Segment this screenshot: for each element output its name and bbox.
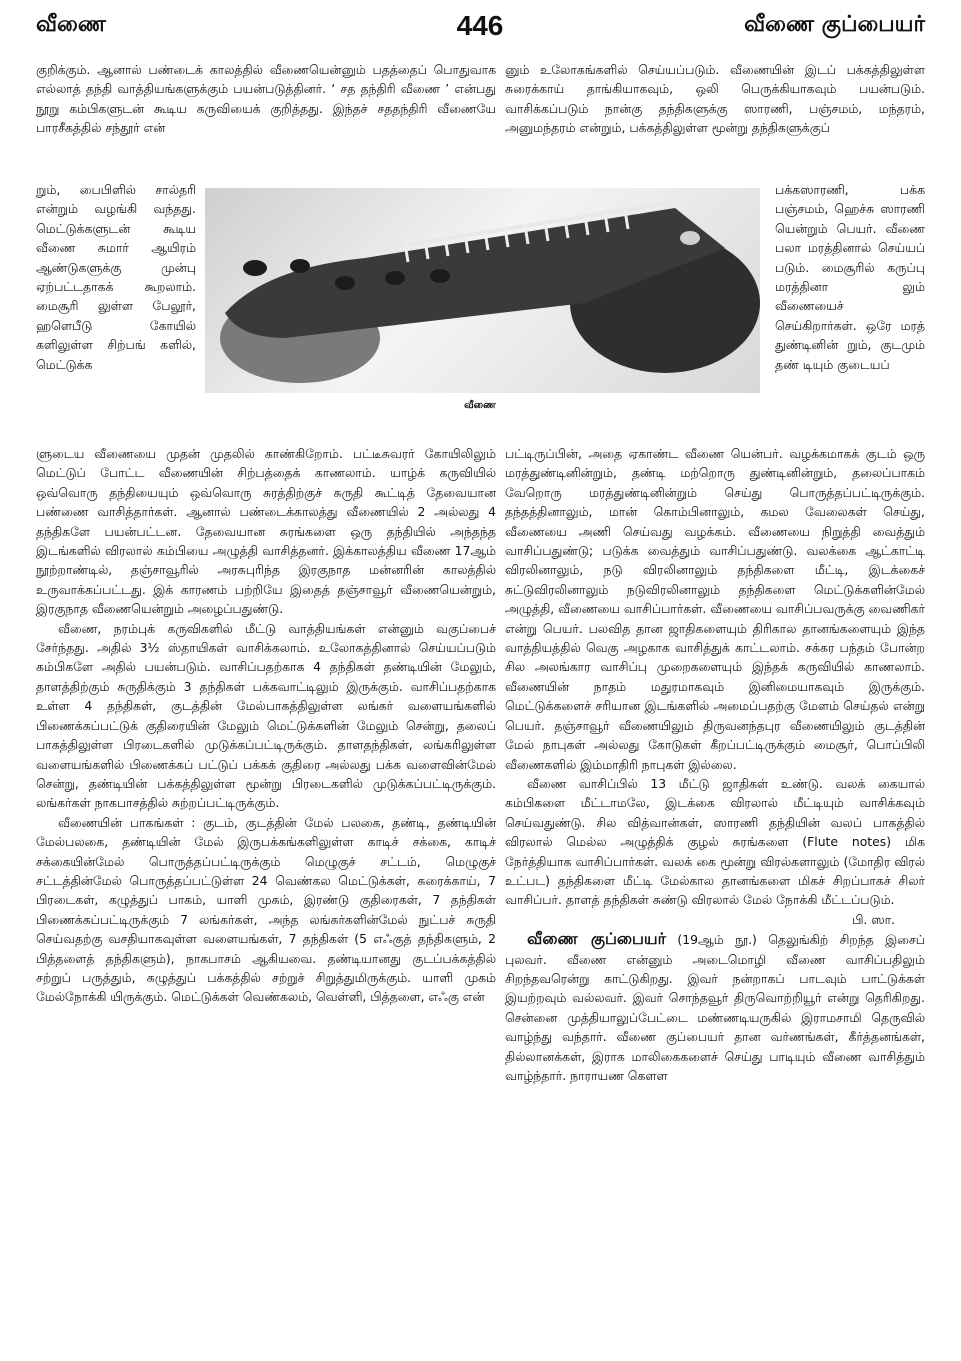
right-paragraph: வீணை வாசிப்பில் 13 மீட்டு ஜாதிகள் உண்டு. வலக் கையால் கம்பிகளை மீட்டாமலே, இடக்கை விரலால் மீட்டியும் வாசிக்கவும் செய்வதுண்டு. சில வித்வான்கள், ஸாரணி தந்தியின் வலப் பாகத்தில் விரலால் மெல்ல அழுத்திக் குழல் சுரங்களை (Flute notes) மிக நேர்த்தியாக வாசிப்பார்கள். வலக் கை மூன்று விரல்களாலும் (மோதிர விரல் உட்பட) தந்திகளை மீட்டி மேல்கால தானங்களை மிகச் சிறப்பாகச் சிலர் வாசிப்பர். தாளத் தந்திகள் சுண்டு விரலால் மேல் நோக்கி மீட்டப்படும். xyxy=(505,775,925,908)
left-column-top xyxy=(36,60,496,180)
right-paragraph-wrap: பக்கஸாரணி, பக்க பஞ்சமம், ஹெச்சு ஸாரணி யென்றும் பெயர். வீணை பலா மரத்தினால் செய்யப் படும். மைசூரில் கருப்பு மரத்தினா லும் வீணையைச் செய்கிறார்கள். ஒரே மரத் துண்டினின் றும், குடமும் தண் டியும் குடையப் xyxy=(775,182,925,372)
page-header xyxy=(0,10,961,50)
page-number: 446 xyxy=(456,10,504,41)
running-head-left: வீணை xyxy=(36,12,106,37)
left-paragraph-top: குறிக்கும். ஆனால் பண்டைக் காலத்தில் வீணையென்னும் பதத்தைப் பொதுவாக எல்லாத் தந்தி வாத்தியங்களுக்கும் பயன்படுத்தினர். ‘ சத தந்திரி வீணை ’ என்பது நூறு கம்பிகளுடன் கூடிய கருவியைக் குறித்தது. இந்தச் சததந்திரி வீணையே பாரசீகத்தில் சந்தூர் என் xyxy=(36,62,496,136)
left-column-body xyxy=(36,444,496,1344)
entry-paragraph xyxy=(505,929,925,1085)
left-paragraph: ளுடைய வீணையை முதன் முதலில் காண்கிறோம். பட்டீசுவரர் கோயிலிலும் மெட்டுப் போட்ட வீணையின் சிற்பத்தைக் காணலாம். யாழ்க் கருவியில் ஒவ்வொரு தந்தியையும் ஒவ்வொரு சுரத்திற்குச் சுருதி கூட்டித் தேவையான பண்ணை வாசித்தார்கள். ஆனால் பண்டைக்காலத்து வீணையில் 2 அல்லது 4 தந்திகளே பயன்பட்டன. தேவையான சுரங்களை ஒரு தந்தியில் அந்தந்த இடங்களில் விரலால் கம்பியை அழுத்தி வாசித்தனர். இக்காலத்திய வீணை 17ஆம் நூற்றாண்டில், தஞ்சாவூரில் அரசுபுரிந்த இரகுநாத மன்னரின் காலத்தில் உருவாக்கப்பட்டது. இக் காரணம் பற்றியே இதைத் தஞ்சாவூர் வீணையென்றும், இரகுநாத வீணையென்றும் அழைப்பதுண்டு. xyxy=(36,446,496,617)
running-head-right: வீணை குப்பையர் xyxy=(744,12,925,37)
left-paragraph: வீணையின் பாகங்கள் : குடம், குடத்தின் மேல் பலகை, தண்டி, தண்டியின் மேல்பலகை, தண்டியின் மேல் இருபக்கங்களிலுள்ள காடிச் சக்கை, காடிச் சக்கையின்மேல் பொருத்தப்பட்டிருக்கும் மெழுகுச் சட்டம், மெழுகுச் சட்டத்தின்மேல் பொருத்தப்பட்டுள்ள 24 வெண்கல மெட்டுக்கள், சுரைக்காய், 7 பிரடைகள், கழுத்துப் பாகம், யாளி முகம், இரண்டு குதிரைகள், 7 தந்திகள் பிணைக்கப்பட்டிருக்கும் 7 லங்கர்கள், அந்த லங்கர்களின்மேல் நுட்பச் சுருதி செய்வதற்கு வசதியாகவுள்ள வளையங்கள், 7 தந்திகள் (5 எஃகுத் தந்திகளும், 2 பித்தளைத் தந்திகளும்), நாகபாசம் ஆகியவை. தண்டியானது குடப்பக்கத்தில் சற்றுப் பருத்தும், கழுத்துப் பக்கத்தில் சற்றுச் சிறுத்துமிருக்கும். யாளி முகம் மேல்நோக்கி யிருக்கும். மெட்டுக்கள் வெண்கலம், வெள்ளி, பித்தளை, எஃகு என் xyxy=(36,814,496,1005)
left-paragraph: வீணை, நரம்புக் கருவிகளில் மீட்டு வாத்தியங்கள் என்னும் வகுப்பைச் சேர்ந்தது. அதில் 3½ ஸ்தாயிகள் வாசிக்கலாம். உலோகத்தினால் செய்யப்படும் கம்பிகளே அதில் பயன்படும். வாசிப்பதற்காக 4 தந்திகள் தண்டியின் மேலும், தாளத்திற்கும் சுருதிக்கும் 3 தந்திகள் பக்கவாட்டிலும் இருக்கும். வாசிப்பதற்காக உள்ள 4 தந்திகள், குடத்தின் மேல்பாகத்திலுள்ள லங்கர் வளையங்களில் பிணைக்கப்பட்டுக் குதிரையின் மேலும் மெட்டுக்களின் மேலும் சென்று, தலைப் பாகத்திலுள்ள பிரடைகளில் முடுக்கப்பட்டிருக்கும். தாளதந்திகள், லங்கரிலுள்ள வளையங்களில் பிணைக்கப் பட்டுப் பக்கக் குதிரை அல்லது பக்க வளைவின்மேல் சென்று, தண்டியின் பக்கத்திலுள்ள மூன்று பிரடைகளில் முடுக்கப்பட்டிருக்கும். லங்கர்கள் நாகபாசத்தில் சுற்றப்பட்டிருக்கும். xyxy=(36,620,496,811)
left-paragraph-wrap: றும், பைபிளில் சால்தரி என்றும் வழங்கி வந்தது. மெட்டுக்களுடன் கூடிய வீணை சுமார் ஆயிரம் ஆண்டுகளுக்கு முன்பு ஏற்பட்டதாகக் கூறலாம். மைசூரி லுள்ள பேலூர், ஹளெபீடு கோயில் களிலுள்ள சிற்பங் களில், மெட்டுக்க xyxy=(36,182,196,372)
entry-text: (19ஆம் நூ.) தெலுங்கிற் சிறந்த இசைப் புலவர். வீணை என்னும் அடைமொழி வீணை வாசிப்பதிலும் சிறந்தவரென்று காட்டுகிறது. இவர் நன்றாகப் பாடவும் பாட்டுக்கள் இயற்றவும் வல்லவர். இவர் சொந்தவூர் திருவொற்றியூர் என்று தெரிகிறது. சென்னை முத்தியாலுப்பேட்டை மண்ணடியருகில் இராமசாமி தெருவில் வாழ்ந்து வந்தார். வீணை குப்பையர் தான வர்ணங்கள், கீர்த்தனங்கள், தில்லானக்கள், இராக மாலிகைகளைச் செய்து பாடியும் வீணை வாசித்தும் வாழ்ந்தார். நாராயண கௌள xyxy=(505,932,925,1083)
figure-caption: வீணை xyxy=(464,400,496,411)
right-column-top xyxy=(505,60,925,180)
author-signature: பி. ஸா. xyxy=(852,911,895,927)
right-paragraph-top: னும் உலோகங்களில் செய்யப்படும். வீணையின் இடப் பக்கத்திலுள்ள சுரைக்காய் தாங்கியாகவும், ஒலி பெருக்கியாகவும் பயன்படும். வாசிக்கப்படும் நான்கு தந்திகளுக்கு ஸாரணி, பஞ்சமம், மந்தரம், அனுமந்தரம் என்றும், பக்கத்திலுள்ள மூன்று தந்திகளுக்குப் xyxy=(505,62,925,136)
right-column-wrap xyxy=(775,180,925,444)
entry-title: வீணை குப்பையர் xyxy=(527,929,667,949)
left-column-wrap xyxy=(36,180,196,444)
right-paragraph: பட்டிருப்பின், அதை ஏகாண்ட வீணை யென்பர். வழக்கமாகக் குடம் ஒரு மரத்துண்டினின்றும், தண்டி மற்றொரு துண்டினின்றும், தலைப்பாகம் வேறொரு மரத்துண்டினின்றும் செய்து பொருத்தப்பட்டிருக்கும். தந்தத்தினாலும், மான் கொம்பினாலும், கமல வேலைகள் செய்து, வீணையை அணி செய்வது வழக்கம். வீணையை நிறுத்தி வைத்தும் வாசிப்பதுண்டு; படுக்க வைத்தும் வாசிப்பதுண்டு. வலக்கை ஆட்காட்டி விரலினாலும், நடு விரலினாலும் தந்திகளை மீட்டி, இடக்கைச் சுட்டுவிரலினாலும் நடுவிரலினாலும் தந்திகளை மெட்டுக்களின்மேல் அழுத்தி, வீணையை வாசிப்பார்கள். வீணையை வாசிப்பவருக்கு வைணிகர் என்று பெயர். பலவித தான ஜாதிகளையும் திரிகால தானங்களையும் இந்த வாத்தியத்தில் வெகு அழகாக வாசித்துக் காட்டலாம். சக்கர பந்தம் போன்ற சில அலங்கார வாசிப்பு முறைகளையும் இந்தக் கருவியில் காணலாம். வீணையின் நாதம் மதுரமாகவும் இனிமையாகவும் இருக்கும். மெட்டுக்களைச் சரியான இடங்களில் அமைப்பதற்கு மேளம் செய்தல் என்று பெயர். தஞ்சாவூர் வீணையிலும் திருவனந்தபுர வீணையிலும் குடத்தின் மேல் நாபுகள் அல்லது கோடுகள் கீறப்பட்டிருக்கும் மைசூர், பொப்பிலி வீணைகளில் இம்மாதிரி நாபுகள் இல்லை. xyxy=(505,446,925,772)
veena-illustration-icon xyxy=(205,188,760,393)
right-column-body xyxy=(505,444,925,1344)
veena-photo xyxy=(205,188,760,393)
